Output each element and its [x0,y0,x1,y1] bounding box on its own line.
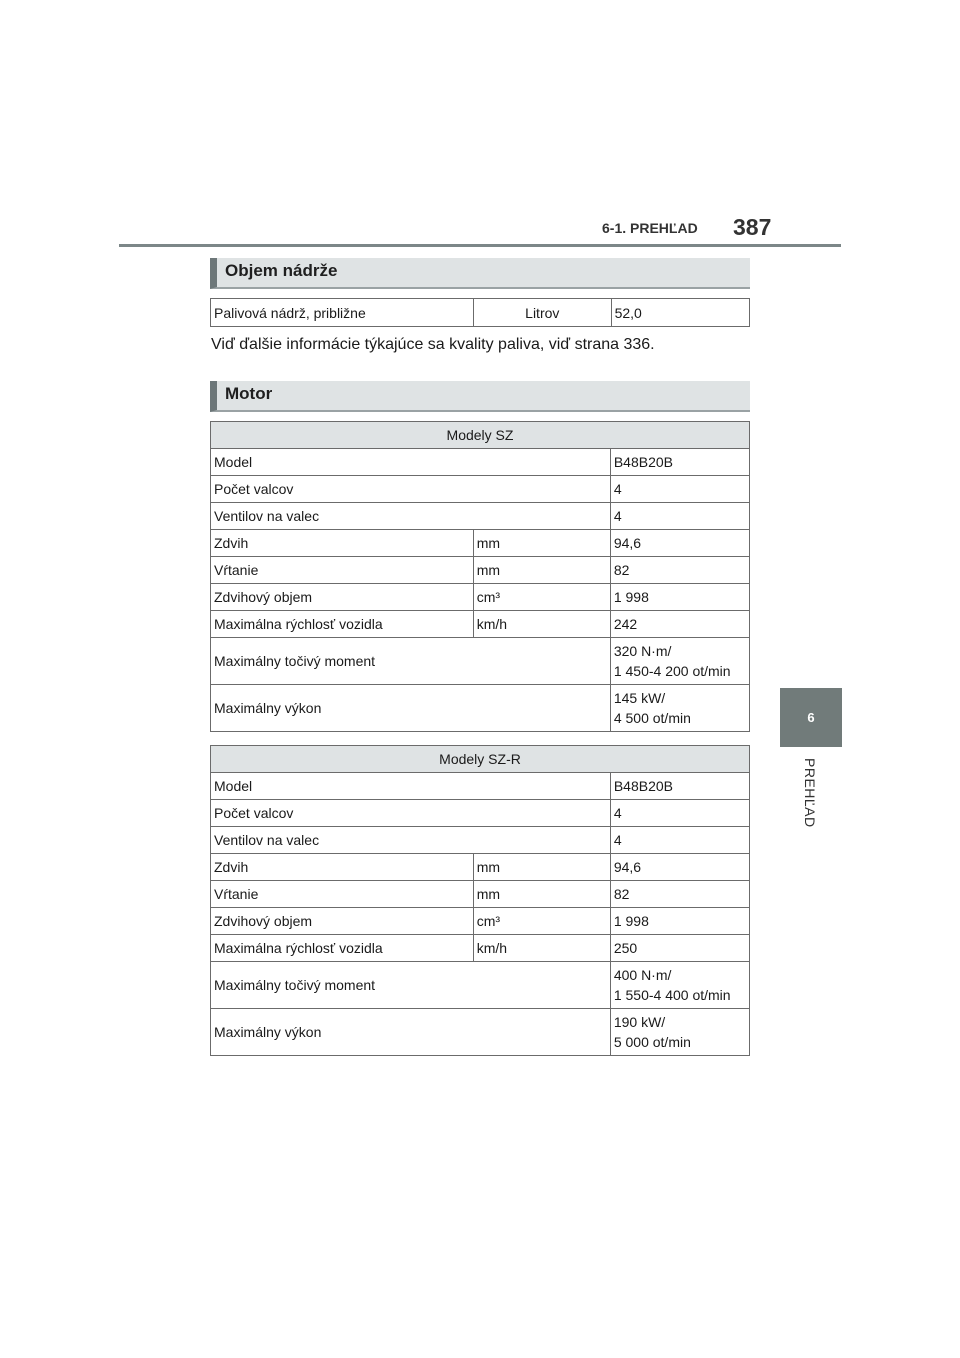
table-row [211,800,750,827]
row-label: Maximálna rýchlosť vozidla [211,611,474,638]
row-value: 82 [610,557,749,584]
row-unit: mm [473,530,610,557]
table-row [211,638,750,685]
table-row [211,299,750,327]
fuel-tank-label: Palivová nádrž, približne [211,299,474,327]
table-row [211,935,750,962]
table-row [211,503,750,530]
table-header-row [211,422,750,449]
row-value: 1 998 [610,584,749,611]
sz-table-title: Modely SZ [211,422,750,449]
row-label: Počet valcov [211,800,611,827]
row-value [610,962,749,1009]
fuel-tank-unit: Litrov [473,299,611,327]
header-divider [119,244,841,247]
value-line: 145 kW/ [613,690,666,706]
table-row [211,881,750,908]
row-unit: km/h [473,611,610,638]
row-unit: mm [473,881,610,908]
row-unit: km/h [473,935,610,962]
row-label: Zdvih [211,530,474,557]
section-title: 6-1. PREHĽAD [602,220,698,236]
value-line: 1 550-4 400 ot/min [613,987,731,1003]
table-row [211,557,750,584]
table-header-row [211,746,750,773]
table-row [211,530,750,557]
row-value: 242 [610,611,749,638]
row-label: Model [211,449,611,476]
row-value [610,638,749,685]
row-value: 1 998 [610,908,749,935]
chapter-tab[interactable] [780,688,842,747]
row-label: Model [211,773,611,800]
chapter-number: 6 [807,710,815,725]
value-line: 400 N·m/ [613,967,672,983]
chapter-label: PREHĽAD [802,758,818,828]
table-row [211,584,750,611]
value-line: 5 000 ot/min [613,1034,691,1050]
page-number: 387 [733,214,772,240]
row-value [610,1009,749,1056]
row-value: B48B20B [610,773,749,800]
value-line: 1 450-4 200 ot/min [613,663,731,679]
row-label: Zdvihový objem [211,584,474,611]
table-row [211,685,750,732]
fuel-note: Viď ďalšie informácie týkajúce sa kvality paliva, viď strana 336. [211,336,655,353]
fuel-heading [210,258,750,289]
row-value: 4 [610,503,749,530]
row-value: 4 [610,827,749,854]
engine-heading [210,381,750,412]
fuel-heading-text: Objem nádrže [225,261,338,280]
row-label: Zdvihový objem [211,908,474,935]
row-value: 4 [610,800,749,827]
table-row [211,962,750,1009]
table-row [211,449,750,476]
row-label: Ventilov na valec [211,503,611,530]
table-row [211,827,750,854]
row-unit: mm [473,557,610,584]
row-value: 250 [610,935,749,962]
fuel-table [210,298,750,327]
row-value [610,685,749,732]
value-line: 190 kW/ [613,1014,666,1030]
row-label: Vŕtanie [211,557,474,584]
row-label: Ventilov na valec [211,827,611,854]
szr-table-title: Modely SZ-R [211,746,750,773]
row-label: Maximálny točivý moment [211,638,611,685]
row-label: Maximálny točivý moment [211,962,611,1009]
row-unit: cm³ [473,908,610,935]
table-row [211,908,750,935]
fuel-tank-value: 52,0 [611,299,749,327]
value-line: 320 N·m/ [613,643,672,659]
szr-spec-table [210,745,750,1056]
row-label: Zdvih [211,854,474,881]
row-label: Maximálny výkon [211,685,611,732]
row-value: 82 [610,881,749,908]
row-value: 94,6 [610,530,749,557]
table-row [211,476,750,503]
row-unit: cm³ [473,584,610,611]
row-label: Vŕtanie [211,881,474,908]
value-line: 4 500 ot/min [613,710,691,726]
table-row [211,1009,750,1056]
row-unit: mm [473,854,610,881]
table-row [211,611,750,638]
row-value: 4 [610,476,749,503]
table-row [211,854,750,881]
row-value: 94,6 [610,854,749,881]
row-label: Maximálny výkon [211,1009,611,1056]
row-label: Počet valcov [211,476,611,503]
sz-spec-table [210,421,750,732]
row-label: Maximálna rýchlosť vozidla [211,935,474,962]
row-value: B48B20B [610,449,749,476]
engine-heading-text: Motor [225,384,273,403]
table-row [211,773,750,800]
